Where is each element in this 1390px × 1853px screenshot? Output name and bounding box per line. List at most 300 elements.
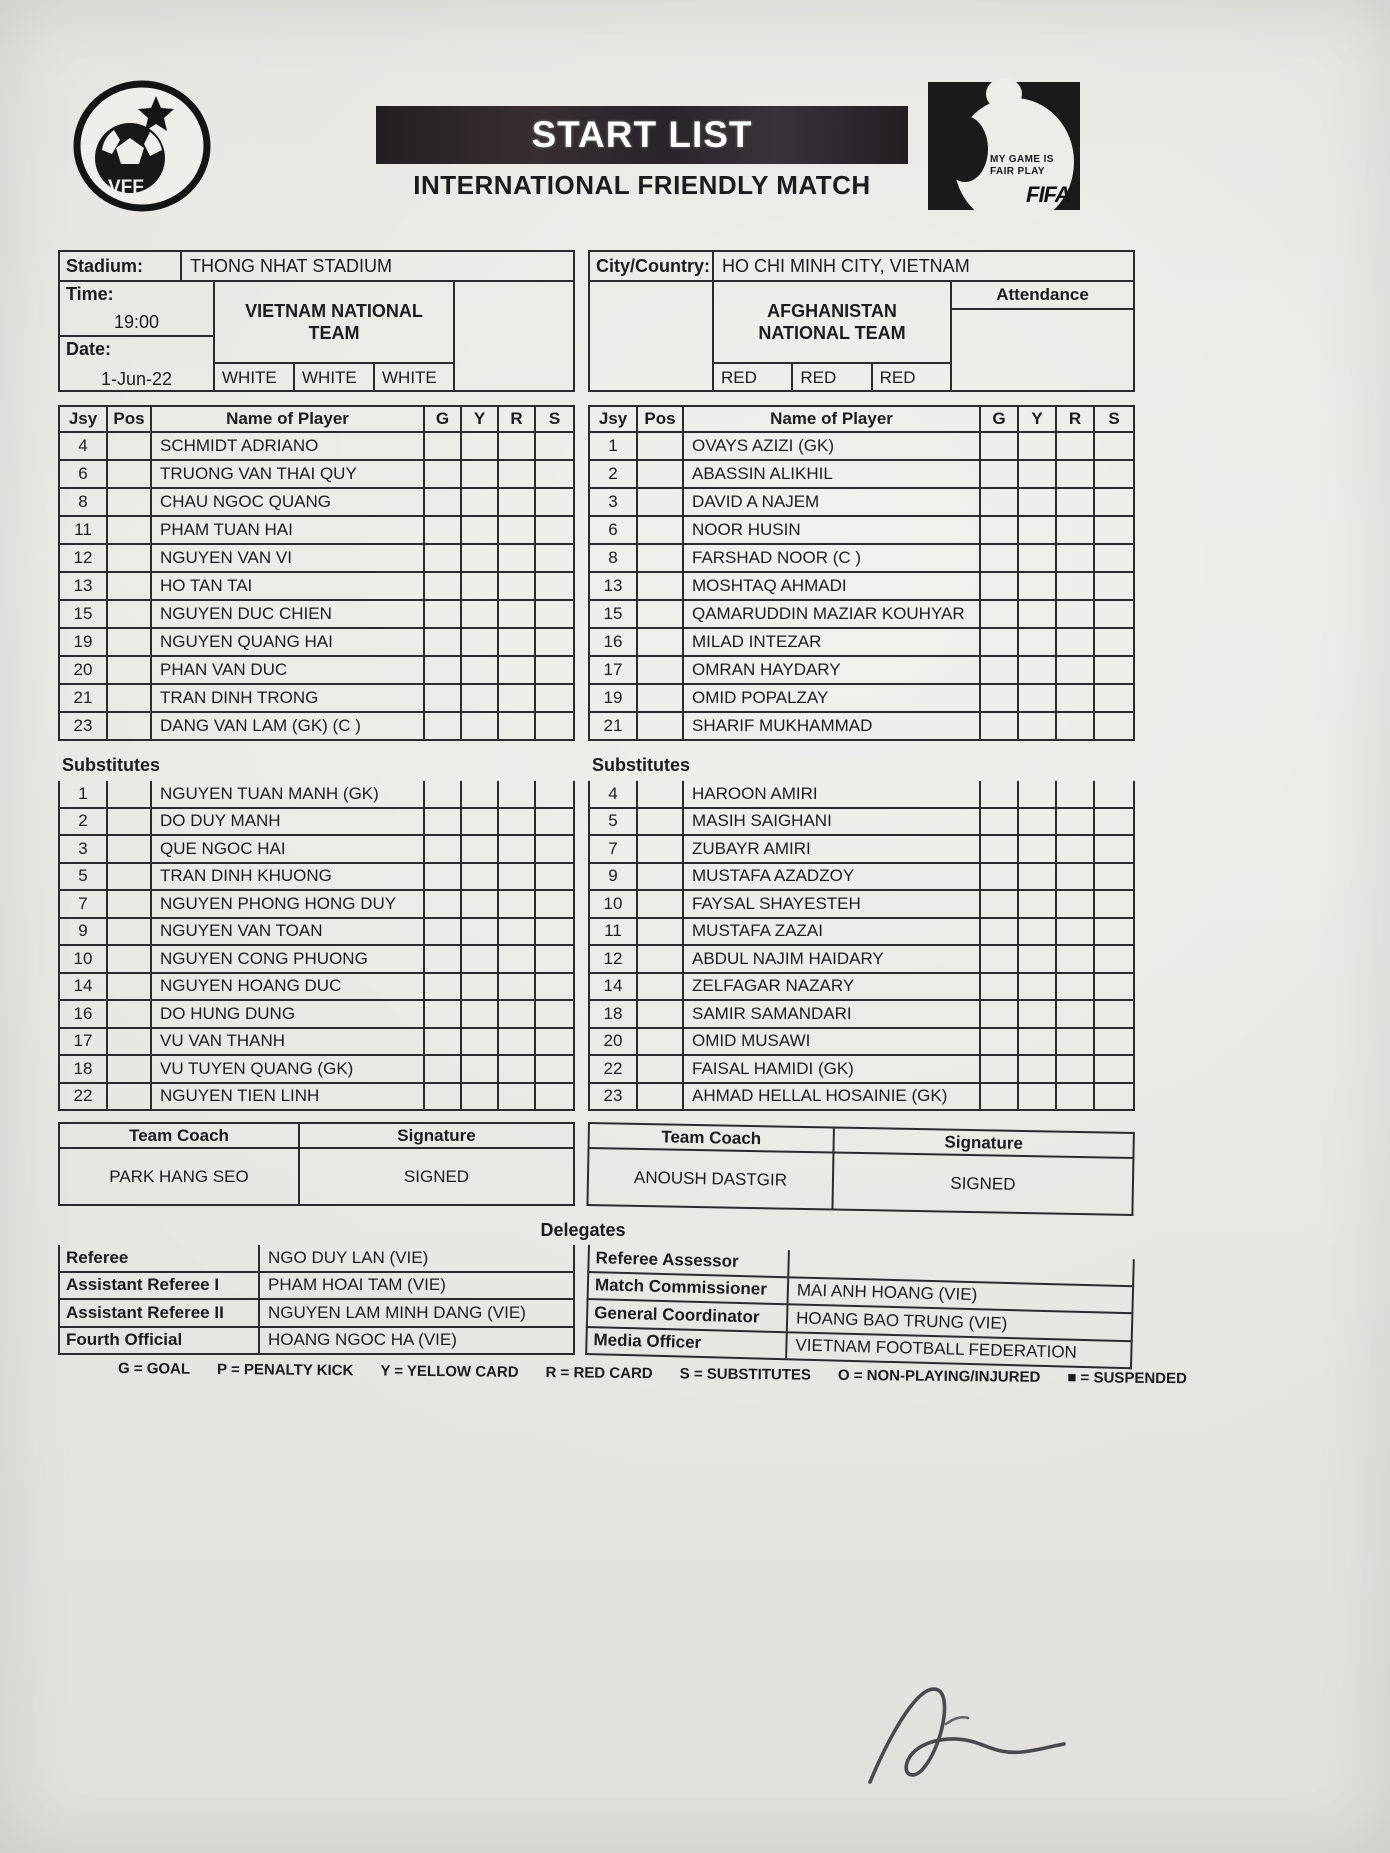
- goal-cell: [981, 685, 1019, 711]
- goal-header: G: [981, 407, 1019, 431]
- red-card-cell: [499, 601, 536, 627]
- player-row: [588, 781, 1135, 809]
- player-position-cell: [108, 919, 152, 945]
- player-row: [588, 809, 1135, 837]
- fifa-tagline: [990, 154, 1054, 178]
- player-jersey-number: 12: [60, 545, 108, 571]
- substitute-cell: [1095, 573, 1133, 599]
- away-kit-color: RED: [793, 364, 872, 392]
- player-name: NOOR HUSIN: [684, 517, 981, 543]
- yellow-card-cell: [462, 919, 499, 945]
- player-jersey-number: 13: [590, 573, 638, 599]
- goal-cell: [981, 1084, 1019, 1110]
- substitute-cell: [1095, 781, 1133, 807]
- red-card-cell: [1057, 433, 1095, 459]
- delegate-role: Referee Assessor: [589, 1245, 790, 1276]
- player-position-cell: [638, 517, 684, 543]
- goal-cell: [425, 974, 462, 1000]
- player-position-cell: [108, 946, 152, 972]
- player-row: [58, 657, 575, 685]
- home-kit-color: WHITE: [382, 368, 437, 387]
- player-name: ABASSIN ALIKHIL: [684, 461, 981, 487]
- goal-cell: [981, 545, 1019, 571]
- substitute-cell: [1095, 489, 1133, 515]
- home-substitutes-label: Substitutes: [62, 755, 161, 775]
- jersey-header: Jsy: [60, 407, 108, 431]
- red-card-cell: [1057, 629, 1095, 655]
- substitute-cell: [536, 657, 573, 683]
- player-row: [588, 836, 1135, 864]
- player-row: [58, 946, 575, 974]
- goal-cell: [425, 864, 462, 890]
- player-position-cell: [638, 891, 684, 917]
- goal-cell: [981, 629, 1019, 655]
- substitute-cell: [536, 781, 573, 807]
- player-name: ABDUL NAJIM HAIDARY: [684, 946, 981, 972]
- officials-table: [58, 1245, 575, 1355]
- goal-cell: [981, 517, 1019, 543]
- player-jersey-number: 8: [590, 545, 638, 571]
- player-position-cell: [638, 657, 684, 683]
- substitute-cell: [536, 864, 573, 890]
- player-row: [588, 517, 1135, 545]
- goal-header: G: [425, 407, 462, 431]
- yellow-card-cell: [1019, 657, 1057, 683]
- goal-cell: [425, 517, 462, 543]
- red-card-cell: [499, 461, 536, 487]
- time-label: Time:: [66, 284, 114, 304]
- player-position-cell: [108, 573, 152, 599]
- player-row: [58, 1001, 575, 1029]
- official-role: Referee: [60, 1245, 260, 1271]
- delegate-name: VIETNAM FOOTBALL FEDERATION: [795, 1335, 1078, 1363]
- goal-cell: [981, 601, 1019, 627]
- player-name: FAISAL HAMIDI (GK): [684, 1056, 981, 1082]
- player-jersey-number: 1: [590, 433, 638, 459]
- player-name: ZELFAGAR NAZARY: [684, 974, 981, 1000]
- player-row: [58, 545, 575, 573]
- player-jersey-number: 20: [590, 1029, 638, 1055]
- player-jersey-number: 5: [60, 864, 108, 890]
- red-card-cell: [1057, 517, 1095, 543]
- name-header: Name of Player: [684, 407, 981, 431]
- red-card-cell: [499, 809, 536, 835]
- substitute-cell: [536, 836, 573, 862]
- stadium-label: Stadium:: [60, 252, 182, 280]
- player-position-cell: [638, 781, 684, 807]
- yellow-card-cell: [462, 1029, 499, 1055]
- yellow-card-cell: [462, 601, 499, 627]
- player-name: PHAM TUAN HAI: [152, 517, 425, 543]
- player-row: [58, 573, 575, 601]
- player-position-cell: [108, 891, 152, 917]
- player-position-cell: [638, 809, 684, 835]
- player-position-cell: [108, 657, 152, 683]
- player-row: [588, 974, 1135, 1002]
- red-card-cell: [499, 433, 536, 459]
- red-card-cell: [1057, 601, 1095, 627]
- goal-cell: [425, 946, 462, 972]
- player-position-cell: [108, 781, 152, 807]
- goal-cell: [425, 1056, 462, 1082]
- legend-item: G = GOAL: [117, 1360, 191, 1378]
- fifa-player-arm: [942, 116, 988, 182]
- player-position-cell: [108, 974, 152, 1000]
- goal-cell: [981, 946, 1019, 972]
- player-jersey-number: 18: [60, 1056, 108, 1082]
- red-card-cell: [1057, 489, 1095, 515]
- legend-item: P = PENALTY KICK: [217, 1360, 354, 1380]
- player-name: NGUYEN TUAN MANH (GK): [152, 781, 425, 807]
- delegate-role: Media Officer: [587, 1328, 788, 1359]
- yellow-card-cell: [1019, 685, 1057, 711]
- fifa-tagline-line1: MY GAME IS: [990, 154, 1054, 165]
- substitute-cell: [536, 517, 573, 543]
- yellow-card-cell: [462, 781, 499, 807]
- away-kit-colors: [714, 362, 950, 392]
- home-empty-cell: [455, 282, 573, 392]
- player-position-cell: [638, 573, 684, 599]
- delegates-table: [585, 1245, 1135, 1369]
- player-name: HAROON AMIRI: [684, 781, 981, 807]
- player-position-cell: [108, 545, 152, 571]
- red-card-cell: [1057, 1084, 1095, 1110]
- substitute-cell: [536, 629, 573, 655]
- red-card-cell: [499, 919, 536, 945]
- yellow-card-cell: [462, 864, 499, 890]
- player-row: [58, 1056, 575, 1084]
- red-card-cell: [1057, 946, 1095, 972]
- player-name: OVAYS AZIZI (GK): [684, 433, 981, 459]
- player-position-cell: [638, 974, 684, 1000]
- start-list-banner: [376, 106, 908, 164]
- red-card-cell: [499, 657, 536, 683]
- player-position-cell: [108, 1084, 152, 1110]
- player-name: SAMIR SAMANDARI: [684, 1001, 981, 1027]
- yellow-card-cell: [1019, 433, 1057, 459]
- player-row: [588, 601, 1135, 629]
- fifa-tagline-line2: FAIR PLAY: [990, 166, 1045, 177]
- player-position-cell: [638, 601, 684, 627]
- goal-cell: [425, 891, 462, 917]
- player-position-cell: [638, 919, 684, 945]
- official-name: NGUYEN LAM MINH DANG (VIE): [268, 1302, 526, 1322]
- yellow-card-cell: [462, 433, 499, 459]
- player-name: VU VAN THANH: [152, 1029, 425, 1055]
- goal-cell: [981, 1001, 1019, 1027]
- player-jersey-number: 2: [590, 461, 638, 487]
- player-position-cell: [108, 713, 152, 739]
- away-signature-value: SIGNED: [950, 1173, 1016, 1194]
- player-jersey-number: 17: [60, 1029, 108, 1055]
- player-position-cell: [108, 1029, 152, 1055]
- player-row: [58, 601, 575, 629]
- goal-cell: [425, 545, 462, 571]
- yellow-card-cell: [1019, 1001, 1057, 1027]
- city-country-label: City/Country:: [590, 252, 714, 280]
- substitute-cell: [1095, 545, 1133, 571]
- city-country-value: HO CHI MINH CITY, VIETNAM: [722, 255, 970, 276]
- yellow-card-cell: [1019, 629, 1057, 655]
- substitute-cell: [536, 1084, 573, 1110]
- player-row: [588, 573, 1135, 601]
- substitute-cell: [536, 919, 573, 945]
- player-name: DO HUNG DUNG: [152, 1001, 425, 1027]
- player-position-cell: [638, 1084, 684, 1110]
- away-substitutes-label: Substitutes: [592, 755, 691, 775]
- player-name: NGUYEN VAN TOAN: [152, 919, 425, 945]
- subs-header: S: [548, 409, 561, 428]
- player-position-cell: [638, 545, 684, 571]
- player-row: [58, 517, 575, 545]
- goal-cell: [981, 713, 1019, 739]
- substitute-cell: [1095, 601, 1133, 627]
- yellow-card-cell: [1019, 836, 1057, 862]
- substitute-cell: [1095, 809, 1133, 835]
- player-jersey-number: 15: [60, 601, 108, 627]
- yellow-card-cell: [462, 974, 499, 1000]
- red-card-cell: [1057, 891, 1095, 917]
- player-jersey-number: 23: [60, 713, 108, 739]
- player-jersey-number: 3: [590, 489, 638, 515]
- player-jersey-number: 4: [590, 781, 638, 807]
- substitute-cell: [1095, 864, 1133, 890]
- stadium-value: THONG NHAT STADIUM: [190, 255, 392, 276]
- player-jersey-number: 13: [60, 573, 108, 599]
- player-jersey-number: 23: [590, 1084, 638, 1110]
- yellow-card-cell: [1019, 573, 1057, 599]
- home-match-info: [58, 250, 575, 392]
- substitute-cell: [536, 489, 573, 515]
- player-position-cell: [108, 1056, 152, 1082]
- player-jersey-number: 16: [60, 1001, 108, 1027]
- goal-cell: [425, 809, 462, 835]
- red-card-cell: [1057, 657, 1095, 683]
- home-coach-table: [58, 1122, 575, 1206]
- handwritten-signature: [850, 1660, 1080, 1810]
- away-team-name: AFGHANISTAN NATIONAL TEAM: [758, 300, 906, 343]
- home-signature-label: Signature: [397, 1125, 476, 1145]
- yellow-card-cell: [1019, 974, 1057, 1000]
- player-row: [58, 685, 575, 713]
- player-jersey-number: 8: [60, 489, 108, 515]
- red-card-cell: [499, 713, 536, 739]
- player-name: FAYSAL SHAYESTEH: [684, 891, 981, 917]
- player-jersey-number: 3: [60, 836, 108, 862]
- player-name: OMID MUSAWI: [684, 1029, 981, 1055]
- player-name: MASIH SAIGHANI: [684, 809, 981, 835]
- player-name: SCHMIDT ADRIANO: [152, 433, 425, 459]
- red-card-cell: [499, 517, 536, 543]
- red-card-cell: [1057, 573, 1095, 599]
- away-coach-name: ANOUSH DASTGIR: [588, 1149, 834, 1208]
- red-card-cell: [1057, 781, 1095, 807]
- player-jersey-number: 9: [60, 919, 108, 945]
- yellow-card-cell: [462, 629, 499, 655]
- date-cell: [60, 337, 213, 392]
- yellow-card-cell: [462, 573, 499, 599]
- goal-cell: [981, 891, 1019, 917]
- substitute-cell: [536, 461, 573, 487]
- away-starters-header: [588, 405, 1135, 433]
- home-substitutes-table: [58, 781, 575, 1111]
- player-position-cell: [108, 629, 152, 655]
- match-subtitle: INTERNATIONAL FRIENDLY MATCH: [413, 170, 871, 200]
- yellow-card-cell: [1019, 545, 1057, 571]
- player-position-cell: [638, 946, 684, 972]
- player-jersey-number: 19: [590, 685, 638, 711]
- date-label: Date:: [66, 339, 112, 359]
- vff-logo: [72, 80, 212, 212]
- player-name: PHAN VAN DUC: [152, 657, 425, 683]
- player-row: [58, 629, 575, 657]
- player-position-cell: [638, 685, 684, 711]
- yellow-card-cell: [1019, 864, 1057, 890]
- goal-cell: [981, 657, 1019, 683]
- goal-cell: [981, 573, 1019, 599]
- substitute-cell: [1095, 1056, 1133, 1082]
- player-name: NGUYEN TIEN LINH: [152, 1084, 425, 1110]
- red-card-cell: [1057, 1056, 1095, 1082]
- goal-cell: [981, 433, 1019, 459]
- player-position-cell: [108, 489, 152, 515]
- yellow-card-cell: [462, 545, 499, 571]
- home-starters-header: [58, 405, 575, 433]
- player-row: [588, 1084, 1135, 1112]
- substitute-cell: [536, 573, 573, 599]
- name-header: Name of Player: [152, 407, 425, 431]
- player-position-cell: [108, 433, 152, 459]
- player-position-cell: [638, 433, 684, 459]
- player-name: TRAN DINH KHUONG: [152, 864, 425, 890]
- player-position-cell: [108, 836, 152, 862]
- player-row: [58, 891, 575, 919]
- player-name: MILAD INTEZAR: [684, 629, 981, 655]
- player-name: FARSHAD NOOR (C ): [684, 545, 981, 571]
- delegate-name: MAI ANH HOANG (VIE): [796, 1280, 978, 1305]
- yellow-card-cell: [1019, 601, 1057, 627]
- home-kit-color: WHITE: [215, 364, 295, 392]
- red-card-cell: [1057, 1001, 1095, 1027]
- yellow-card-cell: [462, 489, 499, 515]
- player-row: [58, 864, 575, 892]
- player-jersey-number: 10: [60, 946, 108, 972]
- player-row: [588, 629, 1135, 657]
- substitute-cell: [536, 713, 573, 739]
- banner-title: START LIST: [531, 114, 753, 155]
- red-card-cell: [1057, 713, 1095, 739]
- player-jersey-number: 22: [590, 1056, 638, 1082]
- goal-cell: [981, 836, 1019, 862]
- fifa-fair-play-logo: [928, 82, 1080, 210]
- away-match-info: [588, 250, 1135, 392]
- red-card-cell: [1057, 919, 1095, 945]
- player-row: [58, 489, 575, 517]
- legend-item: O = NON-PLAYING/INJURED: [837, 1366, 1041, 1386]
- player-row: [588, 685, 1135, 713]
- substitute-cell: [1095, 946, 1133, 972]
- legend-item: ■ = SUSPENDED: [1067, 1369, 1187, 1388]
- red-card-cell: [499, 1084, 536, 1110]
- yellow-card-cell: [462, 713, 499, 739]
- red-card-cell: [499, 864, 536, 890]
- goal-cell: [425, 781, 462, 807]
- player-jersey-number: 21: [60, 685, 108, 711]
- substitute-cell: [536, 1001, 573, 1027]
- official-name: HOANG NGOC HA (VIE): [268, 1330, 457, 1350]
- player-row: [58, 433, 575, 461]
- red-card-cell: [499, 629, 536, 655]
- yellow-card-cell: [462, 836, 499, 862]
- player-row: [588, 545, 1135, 573]
- player-position-cell: [108, 461, 152, 487]
- away-substitutes-table: [588, 781, 1135, 1111]
- player-name: NGUYEN VAN VI: [152, 545, 425, 571]
- red-card-cell: [499, 1056, 536, 1082]
- player-position-cell: [638, 461, 684, 487]
- home-kit-color: WHITE: [295, 364, 375, 392]
- position-header: Pos: [108, 407, 152, 431]
- substitute-cell: [1095, 1084, 1133, 1110]
- substitute-cell: [536, 1056, 573, 1082]
- yellow-card-cell: [462, 891, 499, 917]
- legend-item: S = SUBSTITUTES: [679, 1365, 812, 1384]
- player-row: [58, 461, 575, 489]
- red-card-cell: [499, 573, 536, 599]
- official-row: [58, 1245, 575, 1273]
- player-jersey-number: 19: [60, 629, 108, 655]
- player-jersey-number: 16: [590, 629, 638, 655]
- player-position-cell: [108, 685, 152, 711]
- substitute-cell: [1095, 629, 1133, 655]
- yellow-card-cell: [462, 1056, 499, 1082]
- yellow-card-cell: [1019, 781, 1057, 807]
- home-starters-table: [58, 405, 575, 741]
- player-jersey-number: 10: [590, 891, 638, 917]
- goal-cell: [981, 1056, 1019, 1082]
- goal-cell: [425, 657, 462, 683]
- player-name: TRUONG VAN THAI QUY: [152, 461, 425, 487]
- red-card-cell: [499, 836, 536, 862]
- player-position-cell: [638, 629, 684, 655]
- player-position-cell: [108, 517, 152, 543]
- red-card-cell: [499, 545, 536, 571]
- player-row: [58, 836, 575, 864]
- substitute-cell: [1095, 433, 1133, 459]
- player-row: [58, 781, 575, 809]
- yellow-card-cell: [1019, 919, 1057, 945]
- player-jersey-number: 9: [590, 864, 638, 890]
- player-row: [588, 489, 1135, 517]
- yellow-card-cell: [1019, 891, 1057, 917]
- yellow-card-cell: [1019, 1029, 1057, 1055]
- goal-cell: [981, 489, 1019, 515]
- away-empty-cell: [590, 282, 712, 392]
- yellow-card-cell: [462, 946, 499, 972]
- player-name: HO TAN TAI: [152, 573, 425, 599]
- player-position-cell: [638, 713, 684, 739]
- player-name: NGUYEN PHONG HONG DUY: [152, 891, 425, 917]
- goal-cell: [425, 1029, 462, 1055]
- yellow-card-cell: [1019, 946, 1057, 972]
- player-row: [58, 713, 575, 741]
- red-card-cell: [499, 891, 536, 917]
- red-header: R: [499, 407, 536, 431]
- yellow-card-cell: [462, 461, 499, 487]
- goal-cell: [425, 836, 462, 862]
- player-name: CHAU NGOC QUANG: [152, 489, 425, 515]
- goal-cell: [981, 974, 1019, 1000]
